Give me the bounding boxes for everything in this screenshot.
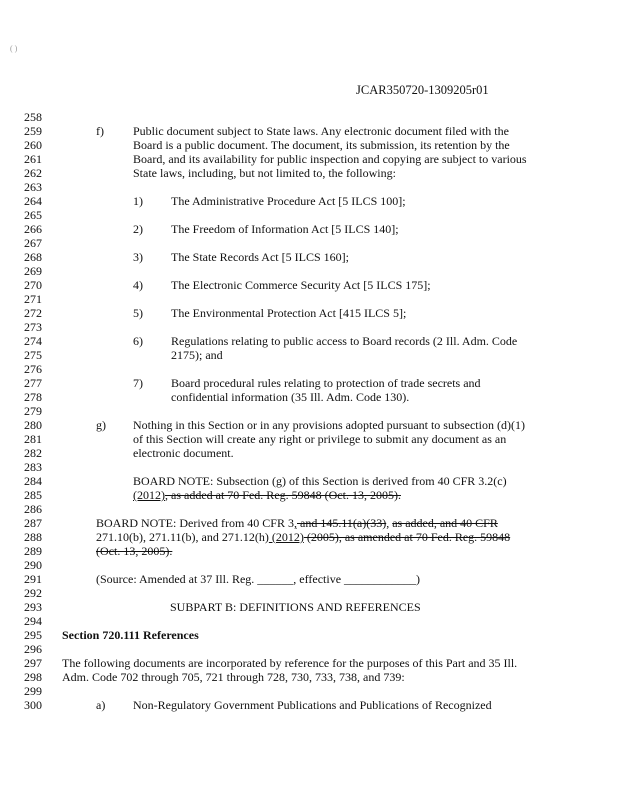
line-number: 259	[24, 124, 42, 138]
line-number: 270	[24, 278, 42, 292]
line-number: 285	[24, 488, 42, 502]
board-note-text: BOARD NOTE: Derived from 40 CFR 3	[96, 516, 294, 530]
line-number: 264	[24, 194, 42, 208]
line-number: 289	[24, 544, 42, 558]
line-number: 273	[24, 320, 42, 334]
item-g-line-3: electronic document.	[133, 446, 234, 460]
item-f-line-3: Board, and its availability for public inspection and copying are subject to various	[133, 152, 527, 166]
subitem-number: 4)	[133, 278, 143, 292]
line-number: 278	[24, 390, 42, 404]
intro-line-2: Adm. Code 702 through 705, 721 through 728, 730, 733, 738, and 739:	[62, 670, 405, 684]
line-number: 280	[24, 418, 42, 432]
board-note-2-line-2	[96, 530, 510, 545]
line-number: 283	[24, 460, 42, 474]
line-number: 284	[24, 474, 42, 488]
struck-deletion: (2005), as amended at 70 Fed. Reg. 59848	[303, 530, 511, 544]
board-note-2-line-1	[96, 516, 498, 531]
line-number: 300	[24, 698, 42, 712]
line-number: 286	[24, 502, 42, 516]
line-number: 288	[24, 530, 42, 544]
subitem-text: The State Records Act [5 ILCS 160];	[171, 250, 349, 264]
source-text: (Source: Amended at 37 Ill. Reg.	[96, 572, 258, 586]
line-number: 290	[24, 558, 42, 572]
line-number: 291	[24, 572, 42, 586]
intro-line-1: The following documents are incorporated by reference for the purposes of this Part and 35 Ill.	[62, 656, 518, 670]
item-f-label: f)	[96, 124, 104, 138]
line-number: 287	[24, 516, 42, 530]
subitem-text: The Freedom of Information Act [5 ILCS 140];	[171, 222, 399, 236]
item-f-line-4: State laws, including, but not limited to, the following:	[133, 166, 396, 180]
item-g-line-1: Nothing in this Section or in any provisions adopted pursuant to subsection (d)(1)	[133, 418, 525, 432]
line-number: 292	[24, 586, 42, 600]
subitem-text: Regulations relating to public access to Board records (2 Ill. Adm. Code	[171, 334, 518, 348]
subitem-text: The Electronic Commerce Security Act [5 ILCS 175];	[171, 278, 431, 292]
line-number: 268	[24, 250, 42, 264]
struck-deletion: (Oct. 13, 2005).	[96, 544, 173, 558]
board-note-1-line-1: BOARD NOTE: Subsection (g) of this Section is derived from 40 CFR 3.2(c)	[133, 474, 507, 488]
line-number: 299	[24, 684, 42, 698]
line-number: 296	[24, 642, 42, 656]
line-number: 281	[24, 432, 42, 446]
line-number: 277	[24, 376, 42, 390]
subitem-text: Board procedural rules relating to protection of trade secrets and	[171, 376, 481, 390]
source-blank: ____________	[344, 572, 417, 586]
corner-mark: ( )	[10, 44, 18, 53]
item-g-line-2: of this Section will create any right or privilege to submit any document as an	[133, 432, 507, 446]
struck-deletion: as added, and 40 CFR	[392, 516, 498, 530]
subitem-number: 5)	[133, 306, 143, 320]
line-number: 279	[24, 404, 42, 418]
line-number: 297	[24, 656, 42, 670]
line-number: 271	[24, 292, 42, 306]
subitem-number: 7)	[133, 376, 143, 390]
source-note	[96, 572, 420, 587]
section-heading: Section 720.111 References	[62, 628, 199, 642]
line-number: 276	[24, 362, 42, 376]
line-number: 272	[24, 306, 42, 320]
item-a-text: Non-Regulatory Government Publications and Publications of Recognized	[133, 698, 492, 712]
line-number: 293	[24, 600, 42, 614]
subitem-number: 3)	[133, 250, 143, 264]
line-number: 258	[24, 110, 42, 124]
item-f-line-2: Board is a public document. The document, its submission, its retention by the	[133, 138, 510, 152]
subitem-number: 1)	[133, 194, 143, 208]
item-g-label: g)	[96, 418, 106, 432]
item-f-line-1: Public document subject to State laws. Any electronic document filed with the	[133, 124, 509, 138]
subitem-text: confidential information (35 Ill. Adm. Code 130).	[171, 390, 410, 404]
line-number: 274	[24, 334, 42, 348]
line-number: 261	[24, 152, 42, 166]
line-number: 298	[24, 670, 42, 684]
board-note-text: ,	[386, 516, 393, 530]
source-text: )	[416, 572, 421, 586]
board-note-2-line-3	[96, 544, 172, 559]
subitem-number: 6)	[133, 334, 143, 348]
subitem-text: 2175); and	[171, 348, 223, 362]
line-number: 294	[24, 614, 42, 628]
line-number: 265	[24, 208, 42, 222]
underlined-insertion: (2012)	[133, 488, 165, 502]
source-blank: ______	[257, 572, 294, 586]
line-number: 266	[24, 222, 42, 236]
line-number: 295	[24, 628, 42, 642]
source-text: , effective	[293, 572, 345, 586]
subitem-number: 2)	[133, 222, 143, 236]
board-note-text: 271.10(b), 271.11(b), and 271.12(h)	[96, 530, 269, 544]
line-number: 263	[24, 180, 42, 194]
board-note-1-line-2	[133, 488, 401, 503]
subitem-text: The Administrative Procedure Act [5 ILCS 100];	[171, 194, 406, 208]
line-number: 275	[24, 348, 42, 362]
document-id: JCAR350720-1309205r01	[356, 83, 489, 97]
struck-deletion: and 145.11(a)(33)	[297, 516, 387, 530]
subpart-heading: SUBPART B: DEFINITIONS AND REFERENCES	[170, 600, 421, 614]
line-number: 269	[24, 264, 42, 278]
underlined-insertion: (2012)	[268, 530, 304, 544]
item-a-label: a)	[96, 698, 106, 712]
underlined-insertion: ,	[294, 516, 297, 530]
line-number: 267	[24, 236, 42, 250]
line-number: 282	[24, 446, 42, 460]
line-number: 262	[24, 166, 42, 180]
line-number: 260	[24, 138, 42, 152]
subitem-text: The Environmental Protection Act [415 ILCS 5];	[171, 306, 407, 320]
struck-deletion: , as added at 70 Fed. Reg. 59848 (Oct. 13, 2005).	[165, 488, 401, 502]
